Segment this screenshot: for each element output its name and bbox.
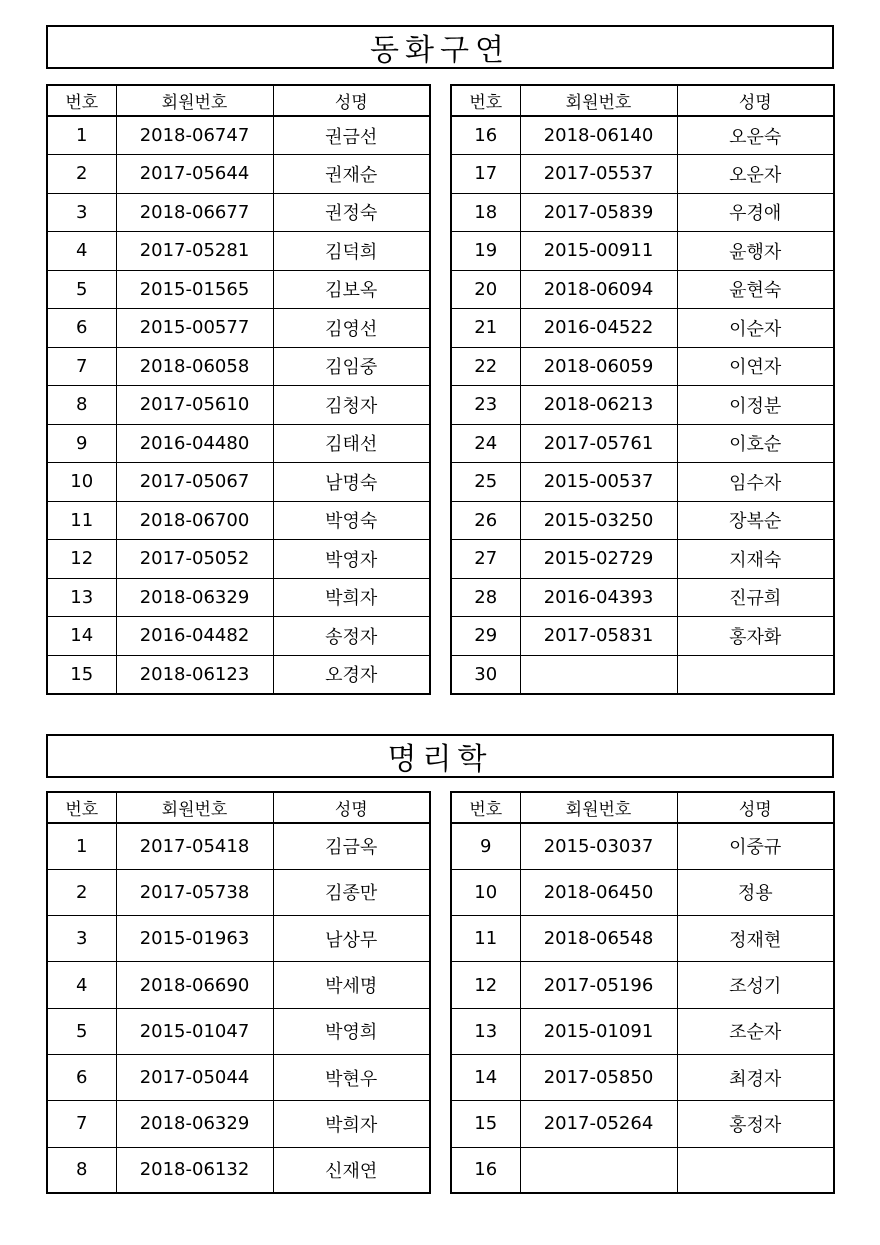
cell-num: 16 bbox=[451, 1147, 520, 1193]
cell-num: 8 bbox=[47, 1147, 116, 1193]
cell-member-id: 2017-05761 bbox=[520, 424, 677, 463]
cell-num: 14 bbox=[47, 617, 116, 656]
roster-table-left bbox=[46, 791, 431, 1194]
cell-name: 오운자 bbox=[677, 155, 834, 194]
table-row bbox=[47, 232, 430, 271]
table-row bbox=[451, 270, 834, 309]
cell-name: 박영숙 bbox=[273, 501, 430, 540]
table-row bbox=[47, 1054, 430, 1100]
cell-num: 14 bbox=[451, 1054, 520, 1100]
table-row bbox=[47, 655, 430, 694]
cell-name: 지재숙 bbox=[677, 540, 834, 579]
table-row bbox=[451, 962, 834, 1008]
cell-name: 이연자 bbox=[677, 347, 834, 386]
table-row bbox=[47, 501, 430, 540]
cell-member-id: 2016-04522 bbox=[520, 309, 677, 348]
cell-name: 홍정자 bbox=[677, 1101, 834, 1147]
cell-num: 6 bbox=[47, 1054, 116, 1100]
table-row bbox=[47, 309, 430, 348]
header-num: 번호 bbox=[47, 85, 116, 116]
cell-member-id: 2017-05418 bbox=[116, 823, 273, 869]
cell-num: 6 bbox=[47, 309, 116, 348]
cell-member-id: 2018-06450 bbox=[520, 869, 677, 915]
cell-name: 홍자화 bbox=[677, 617, 834, 656]
table-row bbox=[47, 578, 430, 617]
roster-table-right bbox=[450, 791, 835, 1194]
cell-member-id: 2017-05052 bbox=[116, 540, 273, 579]
cell-num: 13 bbox=[47, 578, 116, 617]
cell-member-id: 2016-04480 bbox=[116, 424, 273, 463]
cell-member-id: 2017-05537 bbox=[520, 155, 677, 194]
cell-name: 조순자 bbox=[677, 1008, 834, 1054]
cell-member-id: 2017-05067 bbox=[116, 463, 273, 502]
table-row bbox=[451, 1147, 834, 1193]
cell-num: 15 bbox=[47, 655, 116, 694]
cell-name: 김영선 bbox=[273, 309, 430, 348]
cell-num: 12 bbox=[47, 540, 116, 579]
cell-name: 윤현숙 bbox=[677, 270, 834, 309]
cell-num: 27 bbox=[451, 540, 520, 579]
table-row bbox=[47, 116, 430, 155]
cell-num: 20 bbox=[451, 270, 520, 309]
header-name: 성명 bbox=[273, 85, 430, 116]
table-row bbox=[451, 540, 834, 579]
cell-name: 조성기 bbox=[677, 962, 834, 1008]
cell-member-id: 2015-00911 bbox=[520, 232, 677, 271]
header-name: 성명 bbox=[677, 792, 834, 823]
cell-num: 10 bbox=[47, 463, 116, 502]
table-row bbox=[451, 578, 834, 617]
table-row bbox=[451, 823, 834, 869]
table-row bbox=[451, 309, 834, 348]
section-title-storytelling: 동화구연 bbox=[46, 25, 834, 69]
cell-name bbox=[677, 655, 834, 694]
cell-name: 장복순 bbox=[677, 501, 834, 540]
cell-name: 정용 bbox=[677, 869, 834, 915]
table-row bbox=[451, 386, 834, 425]
table-row bbox=[47, 424, 430, 463]
table-row bbox=[47, 823, 430, 869]
cell-member-id: 2017-05044 bbox=[116, 1054, 273, 1100]
cell-member-id: 2018-06548 bbox=[520, 916, 677, 962]
cell-name: 이중규 bbox=[677, 823, 834, 869]
table-row bbox=[47, 962, 430, 1008]
cell-member-id: 2015-03250 bbox=[520, 501, 677, 540]
table-row bbox=[451, 463, 834, 502]
cell-name: 진규희 bbox=[677, 578, 834, 617]
cell-name: 윤행자 bbox=[677, 232, 834, 271]
cell-num: 13 bbox=[451, 1008, 520, 1054]
cell-name: 김청자 bbox=[273, 386, 430, 425]
cell-num: 4 bbox=[47, 232, 116, 271]
cell-num: 1 bbox=[47, 116, 116, 155]
cell-name: 남상무 bbox=[273, 916, 430, 962]
table-row bbox=[451, 1008, 834, 1054]
cell-member-id: 2015-01963 bbox=[116, 916, 273, 962]
header-num: 번호 bbox=[451, 792, 520, 823]
cell-member-id: 2015-01565 bbox=[116, 270, 273, 309]
cell-num: 2 bbox=[47, 869, 116, 915]
cell-member-id: 2018-06329 bbox=[116, 578, 273, 617]
cell-member-id bbox=[520, 655, 677, 694]
cell-num: 25 bbox=[451, 463, 520, 502]
table-row bbox=[47, 155, 430, 194]
cell-name: 김금옥 bbox=[273, 823, 430, 869]
cell-member-id: 2016-04393 bbox=[520, 578, 677, 617]
cell-member-id: 2018-06058 bbox=[116, 347, 273, 386]
cell-member-id: 2018-06690 bbox=[116, 962, 273, 1008]
cell-num: 9 bbox=[47, 424, 116, 463]
cell-name: 이호순 bbox=[677, 424, 834, 463]
table-row bbox=[451, 869, 834, 915]
cell-num: 7 bbox=[47, 347, 116, 386]
cell-num: 19 bbox=[451, 232, 520, 271]
roster-table-left bbox=[46, 84, 431, 695]
table-row bbox=[47, 347, 430, 386]
cell-member-id: 2015-01091 bbox=[520, 1008, 677, 1054]
cell-name: 박희자 bbox=[273, 578, 430, 617]
cell-member-id: 2018-06700 bbox=[116, 501, 273, 540]
cell-num: 3 bbox=[47, 193, 116, 232]
cell-num: 11 bbox=[47, 501, 116, 540]
table-row bbox=[451, 193, 834, 232]
cell-num: 7 bbox=[47, 1101, 116, 1147]
cell-name: 임수자 bbox=[677, 463, 834, 502]
table-row bbox=[451, 916, 834, 962]
cell-num: 22 bbox=[451, 347, 520, 386]
roster-table-right bbox=[450, 84, 835, 695]
table-row bbox=[451, 116, 834, 155]
table-header-row bbox=[47, 792, 430, 823]
cell-name: 이정분 bbox=[677, 386, 834, 425]
cell-member-id: 2017-05281 bbox=[116, 232, 273, 271]
table-row bbox=[451, 501, 834, 540]
cell-name: 권정숙 bbox=[273, 193, 430, 232]
cell-name: 남명숙 bbox=[273, 463, 430, 502]
cell-num: 10 bbox=[451, 869, 520, 915]
cell-member-id: 2018-06123 bbox=[116, 655, 273, 694]
table-row bbox=[451, 617, 834, 656]
cell-member-id: 2018-06132 bbox=[116, 1147, 273, 1193]
table-row bbox=[47, 193, 430, 232]
cell-num: 8 bbox=[47, 386, 116, 425]
table-row bbox=[47, 463, 430, 502]
cell-name: 박세명 bbox=[273, 962, 430, 1008]
cell-member-id: 2017-05831 bbox=[520, 617, 677, 656]
cell-name: 신재연 bbox=[273, 1147, 430, 1193]
cell-member-id: 2017-05610 bbox=[116, 386, 273, 425]
cell-name: 박희자 bbox=[273, 1101, 430, 1147]
cell-name: 정재현 bbox=[677, 916, 834, 962]
cell-num: 11 bbox=[451, 916, 520, 962]
header-num: 번호 bbox=[47, 792, 116, 823]
cell-name bbox=[677, 1147, 834, 1193]
cell-num: 4 bbox=[47, 962, 116, 1008]
cell-num: 17 bbox=[451, 155, 520, 194]
cell-name: 박영희 bbox=[273, 1008, 430, 1054]
table-row bbox=[451, 1101, 834, 1147]
cell-name: 오운숙 bbox=[677, 116, 834, 155]
table-row bbox=[47, 869, 430, 915]
table-row bbox=[451, 424, 834, 463]
cell-num: 24 bbox=[451, 424, 520, 463]
cell-num: 2 bbox=[47, 155, 116, 194]
cell-name: 김종만 bbox=[273, 869, 430, 915]
table-row bbox=[451, 232, 834, 271]
header-member-id: 회원번호 bbox=[116, 85, 273, 116]
cell-name: 권금선 bbox=[273, 116, 430, 155]
cell-num: 5 bbox=[47, 270, 116, 309]
cell-num: 28 bbox=[451, 578, 520, 617]
cell-member-id: 2018-06059 bbox=[520, 347, 677, 386]
table-row bbox=[451, 1054, 834, 1100]
cell-num: 15 bbox=[451, 1101, 520, 1147]
cell-member-id: 2018-06329 bbox=[116, 1101, 273, 1147]
table-header-row bbox=[451, 85, 834, 116]
cell-name: 권재순 bbox=[273, 155, 430, 194]
table-row bbox=[47, 916, 430, 962]
cell-member-id: 2017-05839 bbox=[520, 193, 677, 232]
table-header-row bbox=[451, 792, 834, 823]
cell-num: 5 bbox=[47, 1008, 116, 1054]
cell-member-id: 2018-06094 bbox=[520, 270, 677, 309]
table-row bbox=[47, 1101, 430, 1147]
cell-num: 18 bbox=[451, 193, 520, 232]
cell-num: 26 bbox=[451, 501, 520, 540]
cell-name: 김보옥 bbox=[273, 270, 430, 309]
cell-name: 김태선 bbox=[273, 424, 430, 463]
cell-name: 최경자 bbox=[677, 1054, 834, 1100]
cell-member-id: 2018-06140 bbox=[520, 116, 677, 155]
cell-name: 우경애 bbox=[677, 193, 834, 232]
table-header-row bbox=[47, 85, 430, 116]
cell-member-id: 2017-05196 bbox=[520, 962, 677, 1008]
cell-num: 16 bbox=[451, 116, 520, 155]
cell-name: 김덕희 bbox=[273, 232, 430, 271]
cell-num: 30 bbox=[451, 655, 520, 694]
table-row bbox=[451, 655, 834, 694]
table-row bbox=[451, 347, 834, 386]
header-name: 성명 bbox=[677, 85, 834, 116]
cell-num: 12 bbox=[451, 962, 520, 1008]
cell-member-id: 2017-05264 bbox=[520, 1101, 677, 1147]
table-row bbox=[47, 617, 430, 656]
cell-member-id: 2017-05850 bbox=[520, 1054, 677, 1100]
table-row bbox=[47, 1147, 430, 1193]
cell-member-id: 2015-03037 bbox=[520, 823, 677, 869]
cell-name: 박현우 bbox=[273, 1054, 430, 1100]
header-name: 성명 bbox=[273, 792, 430, 823]
section-title-myeongrihak: 명리학 bbox=[46, 734, 834, 778]
cell-member-id: 2015-01047 bbox=[116, 1008, 273, 1054]
cell-name: 박영자 bbox=[273, 540, 430, 579]
cell-member-id: 2018-06213 bbox=[520, 386, 677, 425]
header-member-id: 회원번호 bbox=[520, 792, 677, 823]
cell-member-id: 2016-04482 bbox=[116, 617, 273, 656]
cell-num: 9 bbox=[451, 823, 520, 869]
cell-num: 1 bbox=[47, 823, 116, 869]
header-member-id: 회원번호 bbox=[520, 85, 677, 116]
cell-name: 오경자 bbox=[273, 655, 430, 694]
table-row bbox=[47, 540, 430, 579]
cell-num: 21 bbox=[451, 309, 520, 348]
cell-member-id: 2018-06677 bbox=[116, 193, 273, 232]
cell-member-id: 2018-06747 bbox=[116, 116, 273, 155]
cell-member-id bbox=[520, 1147, 677, 1193]
cell-member-id: 2017-05738 bbox=[116, 869, 273, 915]
cell-member-id: 2015-02729 bbox=[520, 540, 677, 579]
cell-num: 29 bbox=[451, 617, 520, 656]
table-row bbox=[47, 270, 430, 309]
header-member-id: 회원번호 bbox=[116, 792, 273, 823]
table-row bbox=[47, 1008, 430, 1054]
cell-name: 송정자 bbox=[273, 617, 430, 656]
header-num: 번호 bbox=[451, 85, 520, 116]
table-row bbox=[47, 386, 430, 425]
cell-name: 김임중 bbox=[273, 347, 430, 386]
cell-name: 이순자 bbox=[677, 309, 834, 348]
cell-member-id: 2015-00577 bbox=[116, 309, 273, 348]
table-row bbox=[451, 155, 834, 194]
cell-num: 23 bbox=[451, 386, 520, 425]
cell-member-id: 2015-00537 bbox=[520, 463, 677, 502]
cell-num: 3 bbox=[47, 916, 116, 962]
cell-member-id: 2017-05644 bbox=[116, 155, 273, 194]
